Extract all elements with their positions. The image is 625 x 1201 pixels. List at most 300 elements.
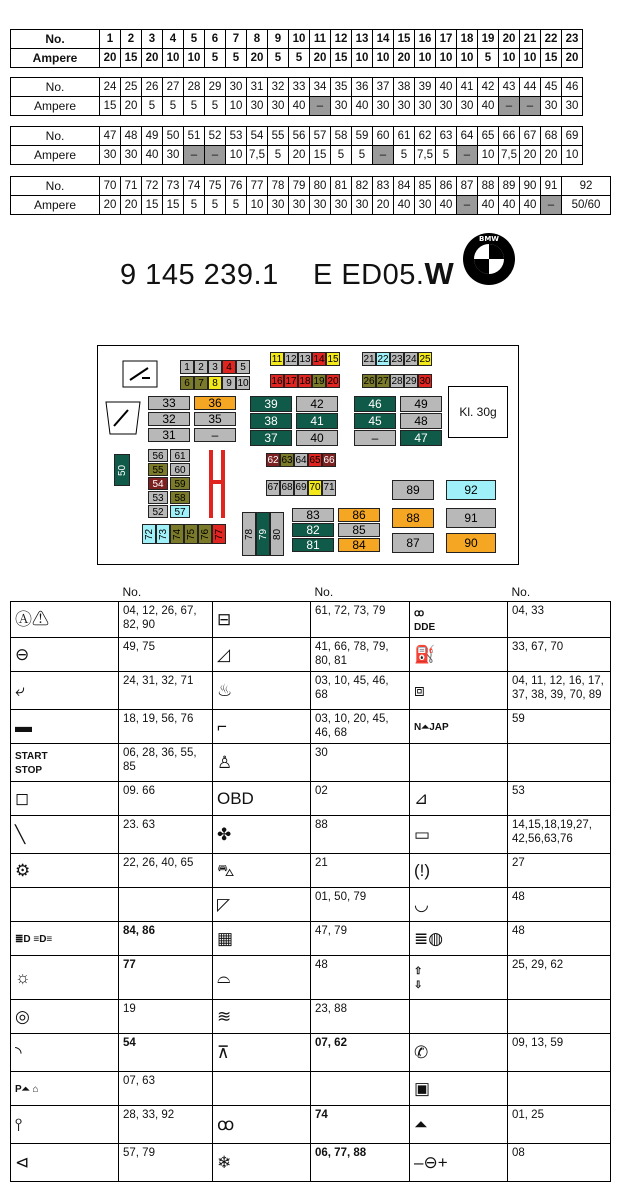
fuse-slot: 3 <box>208 360 222 374</box>
fuse-slot: 65 <box>309 455 321 466</box>
fuse-ampere: 10 <box>226 97 247 116</box>
part-number <box>120 256 454 292</box>
symbol-cell <box>11 922 119 956</box>
ampere-label: Ampere <box>11 97 100 116</box>
fuse-list: 53 <box>508 782 611 816</box>
fuse-number: 59 <box>352 127 373 146</box>
fuse-slot: 91 <box>446 508 496 528</box>
fuse-slot: 59 <box>170 477 190 490</box>
symbol-cell <box>410 816 508 854</box>
fuse-ampere: – <box>457 146 478 165</box>
fuse-ampere: – <box>373 146 394 165</box>
fuse-list: 01, 25 <box>508 1106 611 1144</box>
fuse-ampere: 10 <box>520 49 541 68</box>
header-spacer <box>11 583 119 602</box>
fuse-slot: 38 <box>250 413 292 429</box>
fuse-list <box>508 1072 611 1106</box>
fuse-number: 64 <box>457 127 478 146</box>
fuse-slot: 9 <box>222 376 236 390</box>
table-row <box>11 782 611 816</box>
fuse-slot: 40 <box>296 430 338 446</box>
fuse-ampere: 40 <box>520 196 541 215</box>
fuse-slot: 71 <box>322 480 336 496</box>
fuse-ampere: 10 <box>226 146 247 165</box>
car-icon: ⛍ <box>217 860 235 880</box>
fuse-ampere: 30 <box>268 97 289 116</box>
seatbelt-icon: ♙ <box>217 752 233 772</box>
symbol-cell <box>11 672 119 710</box>
no-label: No. <box>11 127 100 146</box>
fuse-number: 10 <box>289 30 310 49</box>
lighter-icon: ╲ <box>15 824 26 844</box>
fuse-ampere: 30 <box>331 97 352 116</box>
symbol-cell <box>213 602 311 638</box>
fuse-number: 85 <box>415 177 436 196</box>
fuse-list: 48 <box>508 888 611 922</box>
fuse-ampere: 20 <box>100 196 121 215</box>
headlight-washer-icon: ≣◍ <box>414 928 444 948</box>
fuse-ampere: 20 <box>142 49 163 68</box>
part-suffix: W <box>424 256 455 291</box>
fuse-list: 03, 10, 20, 45, 46, 68 <box>311 710 410 744</box>
fuse-slot: 81 <box>292 538 334 552</box>
fuse-number: 15 <box>394 30 415 49</box>
part-code: E ED05. <box>312 259 425 291</box>
symbol-cell <box>410 1034 508 1072</box>
fuse-number: 67 <box>520 127 541 146</box>
fuse-slot: 36 <box>194 396 236 410</box>
fuse-ampere: 5 <box>331 146 352 165</box>
fuse-slot: 87 <box>392 533 434 553</box>
fuse-slot: 54 <box>148 477 168 490</box>
fuse-ampere: 10 <box>457 49 478 68</box>
symbol-cell <box>213 1072 311 1106</box>
snowflake-icon: ❄ <box>217 1152 232 1172</box>
fuse-list: 25, 29, 62 <box>508 956 611 1000</box>
fuse-list: 08 <box>508 1144 611 1182</box>
fuse-ampere: 10 <box>373 49 394 68</box>
symbol-cell <box>11 816 119 854</box>
fuse-ampere: 40 <box>289 97 310 116</box>
fuse-slot: 20 <box>327 376 339 387</box>
fuse-number: 32 <box>268 78 289 97</box>
fuse-ampere: 5 <box>163 97 184 116</box>
symbol-cell <box>410 744 508 782</box>
washer-icon: ◡ <box>414 894 429 914</box>
symbol-cell <box>213 672 311 710</box>
fuse-number: 61 <box>394 127 415 146</box>
fuse-slot: 42 <box>296 396 338 412</box>
fuse-list: 22, 26, 40, 65 <box>119 854 213 888</box>
column-header: No. <box>314 585 334 599</box>
wiper-icon: ◸ <box>217 894 231 914</box>
seat-heat-icon: ♨ <box>217 680 233 700</box>
fuse-ampere: 5 <box>289 49 310 68</box>
fuse-list: 04, 33 <box>508 602 611 638</box>
fuse-ampere: 40 <box>478 196 499 215</box>
symbol-cell <box>410 1106 508 1144</box>
fuse-number: 38 <box>394 78 415 97</box>
fuse-number: 69 <box>562 127 583 146</box>
fuse-number: 75 <box>205 177 226 196</box>
fuse-slot: – <box>354 430 396 446</box>
engine-icon: ⧈ <box>414 680 425 700</box>
symbol-cell <box>11 744 119 782</box>
fuse-slot: 17 <box>285 376 297 387</box>
symbol-cell <box>11 1144 119 1182</box>
fuse-number: 89 <box>499 177 520 196</box>
symbol-cell <box>410 1072 508 1106</box>
fuse-number: 77 <box>247 177 268 196</box>
fuse-list: 02 <box>311 782 410 816</box>
fuse-number: 58 <box>331 127 352 146</box>
fuse-list: 04, 11, 12, 16, 17, 37, 38, 39, 70, 89 <box>508 672 611 710</box>
roof-icon: ⏶ <box>414 1114 428 1134</box>
table-row <box>11 1072 611 1106</box>
header-spacer <box>213 583 311 602</box>
fuse-number: 2 <box>121 30 142 49</box>
fuse-ampere: 30 <box>310 196 331 215</box>
table-row <box>11 710 611 744</box>
fuse-slot: 13 <box>299 354 311 365</box>
mirror-icon: ◻ <box>15 788 30 808</box>
fuse-ampere: 30 <box>457 97 478 116</box>
fuse-ampere: – <box>457 196 478 215</box>
fuse-slot: 57 <box>170 505 190 518</box>
fuse-number: 3 <box>142 30 163 49</box>
fuse-ampere: 30 <box>268 196 289 215</box>
fuse-number: 90 <box>520 177 541 196</box>
fuse-list: 09, 13, 59 <box>508 1034 611 1072</box>
symbol-cell <box>11 638 119 672</box>
fuse-slot: 1 <box>180 360 194 374</box>
symbol-cell <box>11 1000 119 1034</box>
symbol-cell <box>11 956 119 1000</box>
fuse-number: 17 <box>436 30 457 49</box>
fuse-number: 26 <box>142 78 163 97</box>
fuse-number: 37 <box>373 78 394 97</box>
fuse-slot: 6 <box>180 376 194 390</box>
fuse-slot: 48 <box>400 413 442 429</box>
temperature-icon: ⫯ <box>15 1114 23 1134</box>
fuse-number: 6 <box>205 30 226 49</box>
fuse-number: 60 <box>373 127 394 146</box>
symbol-cell <box>213 888 311 922</box>
fuse-ampere: 30 <box>121 146 142 165</box>
fuse-number: 83 <box>373 177 394 196</box>
symbol-cell <box>11 710 119 744</box>
fuse-ampere: 15 <box>331 49 352 68</box>
fuse-slot: 19 <box>313 376 325 387</box>
fuse-number: 63 <box>436 127 457 146</box>
start-stop-icon: START STOP <box>15 750 48 776</box>
table-row <box>11 1034 611 1072</box>
fuse-ampere: – <box>310 97 331 116</box>
fuse-slot: 12 <box>285 354 297 365</box>
fuse-list: 54 <box>119 1034 213 1072</box>
fuse-list <box>508 1000 611 1034</box>
fuse-slot: 5 <box>236 360 250 374</box>
fuse-number: 56 <box>289 127 310 146</box>
fuse-ampere: 5 <box>268 146 289 165</box>
rear-defrost-icon: ▦ <box>217 928 234 948</box>
fuse-ampere: 7,5 <box>499 146 520 165</box>
fuse-slot: 16 <box>271 376 283 387</box>
fuse-ampere: 15 <box>142 196 163 215</box>
fuse-number: 19 <box>478 30 499 49</box>
fuse-ampere: 40 <box>352 97 373 116</box>
fuse-list: 21 <box>311 854 410 888</box>
lock-icon: ⇧ ⇩ <box>414 965 423 991</box>
fuse-slot: 32 <box>148 412 190 426</box>
fuse-list: 01, 50, 79 <box>311 888 410 922</box>
fuse-ampere: 10 <box>436 49 457 68</box>
obd-icon: OBD <box>217 788 254 808</box>
fuse-ampere: 10 <box>499 49 520 68</box>
fuse-ampere: 10 <box>247 196 268 215</box>
fuse-number: 72 <box>142 177 163 196</box>
fuse-slot: 58 <box>170 491 190 504</box>
fuse-ampere: 5 <box>394 146 415 165</box>
symbol-cell <box>11 854 119 888</box>
fuse-number: 40 <box>436 78 457 97</box>
symbol-cell <box>11 888 119 922</box>
gear-icon: ⚙ <box>15 860 31 880</box>
kl-30g-label: Kl. 30g <box>448 386 508 438</box>
fuse-slot: 21 <box>363 354 375 365</box>
symbol-cell <box>410 1000 508 1034</box>
fuse-ampere: 30 <box>436 97 457 116</box>
fuse-ampere: 30 <box>415 196 436 215</box>
fuse-number: 76 <box>226 177 247 196</box>
fuse-slot: 75 <box>184 524 198 544</box>
fuse-list: 06, 77, 88 <box>311 1144 410 1182</box>
fuse-ampere: 5 <box>205 49 226 68</box>
phone-icon: ✆ <box>414 1042 429 1062</box>
fuse-ampere: 5 <box>205 97 226 116</box>
fuse-ampere: – <box>541 196 562 215</box>
fuse-slot: 2 <box>194 360 208 374</box>
fuse-slot: 68 <box>280 480 294 496</box>
seat-icon: ⌐ <box>217 716 227 736</box>
fuse-ampere: 7,5 <box>247 146 268 165</box>
fuse-list: 04, 12, 26, 67, 82, 90 <box>119 602 213 638</box>
symbol-cell <box>213 922 311 956</box>
fuse-number: 27 <box>163 78 184 97</box>
fuse-ampere: 40 <box>394 196 415 215</box>
fuse-list: 48 <box>508 922 611 956</box>
fuse-list: 33, 67, 70 <box>508 638 611 672</box>
fuse-slot: 7 <box>194 376 208 390</box>
table-row <box>11 638 611 672</box>
fuse-number: 45 <box>541 78 562 97</box>
fuse-list: 47, 79 <box>311 922 410 956</box>
fuse-number: 70 <box>100 177 121 196</box>
fuse-number: 80 <box>310 177 331 196</box>
fuse-slot: 86 <box>338 508 380 522</box>
fuse-number: 20 <box>499 30 520 49</box>
fuse-number: 4 <box>163 30 184 49</box>
pdc-icon: P⏶ ⌂ <box>15 1083 39 1095</box>
fuse-slot: 72 <box>142 524 156 544</box>
fuse-ampere: 30 <box>289 196 310 215</box>
fuse-list: 41, 66, 78, 79, 80, 81 <box>311 638 410 672</box>
fuse-slot: 67 <box>266 480 280 496</box>
ampere-label: Ampere <box>11 196 100 215</box>
fuse-list: 19 <box>119 1000 213 1034</box>
fuse-ampere: 20 <box>541 146 562 165</box>
fuse-slot: 77 <box>212 524 226 544</box>
fuse-slot: 47 <box>400 430 442 446</box>
fuse-ampere: – <box>205 146 226 165</box>
fuse-slot: 63 <box>281 455 293 466</box>
fuse-ampere: 20 <box>289 146 310 165</box>
fuse-ampere: 5 <box>142 97 163 116</box>
no-label: No. <box>11 30 100 49</box>
amp-grid <box>10 176 611 215</box>
parking-icon: ⊿ <box>414 788 429 808</box>
fuse-slot: 24 <box>405 354 417 365</box>
fuse-ampere: 30 <box>541 97 562 116</box>
fuse-slot: 64 <box>295 455 307 466</box>
fuse-ampere: 30 <box>100 146 121 165</box>
symbol-cell <box>213 854 311 888</box>
fuse-ampere: 7,5 <box>415 146 436 165</box>
fuse-number: 13 <box>352 30 373 49</box>
fuse-number: 8 <box>247 30 268 49</box>
symbol-cell <box>410 782 508 816</box>
screen-icon: ▣ <box>414 1078 431 1098</box>
fuse-number: 92 <box>562 177 611 196</box>
fuse-number: 23 <box>562 30 583 49</box>
fuse-ampere: 15 <box>163 196 184 215</box>
table-row <box>11 1144 611 1182</box>
fuse-list: 88 <box>311 816 410 854</box>
symbol-cell <box>410 602 508 638</box>
fuse-list: 30 <box>311 744 410 782</box>
fuse-list: 03, 10, 45, 46, 68 <box>311 672 410 710</box>
symbol-cell <box>11 1072 119 1106</box>
fuse-number: 62 <box>415 127 436 146</box>
fuse-slot: 46 <box>354 396 396 412</box>
fuse-number: 55 <box>268 127 289 146</box>
fuse-list: 24, 31, 32, 71 <box>119 672 213 710</box>
fuse-ampere: 5 <box>205 196 226 215</box>
fuse-slot: 10 <box>237 378 249 389</box>
abs-icon: Ⓐ⚠ <box>15 609 49 629</box>
fuse-number: 39 <box>415 78 436 97</box>
fuse-number: 42 <box>478 78 499 97</box>
fuse-list: 61, 72, 73, 79 <box>311 602 410 638</box>
part-number-value: 9 145 239.1 <box>120 259 279 291</box>
fuse-ampere: 30 <box>415 97 436 116</box>
symbol-cell <box>410 956 508 1000</box>
fuse-ampere: 10 <box>163 49 184 68</box>
horn-icon: ⊲ <box>15 1152 30 1172</box>
fuse-list: 28, 33, 92 <box>119 1106 213 1144</box>
fuse-number: 11 <box>310 30 331 49</box>
fuse-ampere: 20 <box>373 196 394 215</box>
header-spacer <box>410 583 508 602</box>
fuse-list: 59 <box>508 710 611 744</box>
fuse-number: 88 <box>478 177 499 196</box>
fuse-list <box>508 744 611 782</box>
fuse-list: 57, 79 <box>119 1144 213 1182</box>
fuse-box-diagram <box>97 345 519 565</box>
fuse-number: 74 <box>184 177 205 196</box>
table-row <box>11 1000 611 1034</box>
symbol-table <box>10 583 611 1182</box>
fuse-slot: 41 <box>296 413 338 429</box>
fuse-ampere: 40 <box>142 146 163 165</box>
fuse-list: 06, 28, 36, 55, 85 <box>119 744 213 782</box>
fuse-slot: 92 <box>446 480 496 500</box>
fuse-list: 49, 75 <box>119 638 213 672</box>
fuse-list: 27 <box>508 854 611 888</box>
fuse-number: 50 <box>163 127 184 146</box>
fuse-list: 77 <box>119 956 213 1000</box>
fuse-number: 7 <box>226 30 247 49</box>
fuse-slot: 78 <box>242 512 256 556</box>
fuse-list: 18, 19, 56, 76 <box>119 710 213 744</box>
symbol-cell <box>410 888 508 922</box>
amp-grid <box>10 77 583 116</box>
fuse-slot: 15 <box>327 354 339 365</box>
fuse-list: 09. 66 <box>119 782 213 816</box>
ampere-label: Ampere <box>11 146 100 165</box>
amp-table-4 <box>10 176 611 215</box>
fuse-number: 81 <box>331 177 352 196</box>
symbol-cell <box>213 1106 311 1144</box>
fuse-number: 87 <box>457 177 478 196</box>
fuse-list <box>119 888 213 922</box>
fuse-number: 14 <box>373 30 394 49</box>
fuse-slot: 80 <box>270 512 284 556</box>
fuse-number: 49 <box>142 127 163 146</box>
fuse-slot: 30 <box>419 376 431 387</box>
windshield-icon <box>104 396 142 438</box>
table-row <box>11 854 611 888</box>
headlight-icon: ≣D ≡D≡ <box>15 933 53 945</box>
fuse-slot: 70 <box>308 480 322 496</box>
fuse-ampere: 5 <box>352 146 373 165</box>
light-icon: ☼ <box>15 967 31 987</box>
fuse-number: 28 <box>184 78 205 97</box>
fuse-number: 33 <box>289 78 310 97</box>
cd-icon: ◎ <box>15 1006 30 1026</box>
fuse-ampere: 40 <box>478 97 499 116</box>
fuse-slot: 50 <box>114 454 130 486</box>
fuse-ampere: 5 <box>226 49 247 68</box>
fuse-list: 84, 86 <box>119 922 213 956</box>
fuse-list: 07, 62 <box>311 1034 410 1072</box>
table-row <box>11 888 611 922</box>
wiper-motor-icon <box>122 360 158 388</box>
symbol-cell <box>213 1000 311 1034</box>
fuse-ampere: 50/60 <box>562 196 611 215</box>
fuse-slot: 33 <box>148 396 190 410</box>
table-row <box>11 816 611 854</box>
fuse-ampere: 15 <box>310 146 331 165</box>
fuse-list: 48 <box>311 956 410 1000</box>
fuse-slot: 88 <box>392 508 434 528</box>
fuse-number: 31 <box>247 78 268 97</box>
fuse-ampere: 30 <box>163 146 184 165</box>
fuse-slot: 39 <box>250 396 292 412</box>
fuse-slot: 83 <box>292 508 334 522</box>
fuse-number: 1 <box>100 30 121 49</box>
symbol-cell <box>11 1034 119 1072</box>
